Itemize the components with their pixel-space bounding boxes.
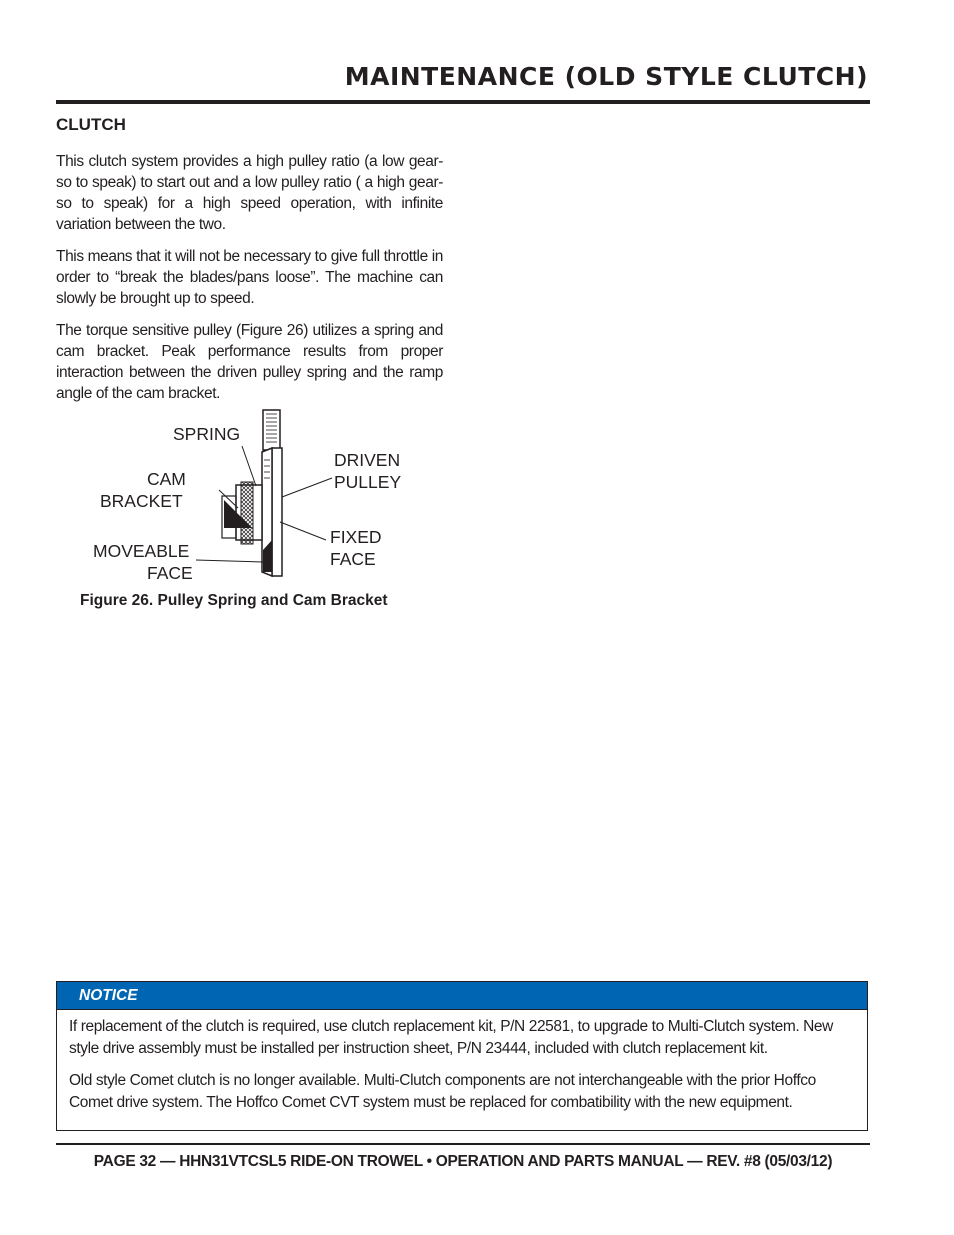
label-driven: DRIVEN xyxy=(334,450,401,470)
page-title: MAINTENANCE (OLD STYLE CLUTCH) xyxy=(344,62,868,91)
body-paragraph-2: This means that it will not be necessary to give full throttle in order to “break the blades/pans loose”. The machine can slowly be brought up to speed. xyxy=(56,248,443,307)
body-paragraph-3: The torque sensitive pulley (Figure 26) utilizes a spring and cam bracket. Peak performance results from proper interaction between the driven pulley spring and the ramp angle of the cam bracket. xyxy=(56,322,443,402)
label-spring: SPRING xyxy=(173,424,241,444)
notice-paragraph-2: Old style Comet clutch is no longer available. Multi-Clutch components are not interchangeable with the prior Hoffco Comet drive system. The Hoffco Comet CVT system must be replaced for combatibility with the new equipment. xyxy=(69,1072,816,1111)
notice-box xyxy=(56,981,868,1131)
page-footer: PAGE 32 — HHN31VTCSL5 RIDE-ON TROWEL • OPERATION AND PARTS MANUAL — REV. #8 (05/03/12) xyxy=(93,1153,833,1170)
figure-caption: Figure 26. Pulley Spring and Cam Bracket xyxy=(80,592,388,609)
notice-header xyxy=(57,982,867,1010)
pulley-figure xyxy=(56,400,456,590)
label-bracket: BRACKET xyxy=(100,491,183,511)
header-divider xyxy=(56,100,870,104)
label-fixed: FIXED xyxy=(330,527,382,547)
section-heading: CLUTCH xyxy=(56,115,126,134)
label-moveable: MOVEABLE xyxy=(93,541,190,561)
body-paragraph-1: This clutch system provides a high pulley ratio (a low gear- so to speak) to start out and a low pulley ratio ( a high gear- so to speak) for a high speed operation, with infinite variation between the two. xyxy=(56,153,443,233)
label-pulley: PULLEY xyxy=(334,472,402,492)
notice-title: NOTICE xyxy=(79,987,138,1004)
label-cam: CAM xyxy=(147,469,186,489)
label-moveable-face: FACE xyxy=(147,563,193,583)
label-fixed-face: FACE xyxy=(330,549,376,569)
notice-paragraph-1: If replacement of the clutch is required, use clutch replacement kit, P/N 22581, to upgrade to Multi-Clutch system. New style drive assembly must be installed per instruction sheet, P/N 23444, included with clutch replacement kit. xyxy=(69,1018,833,1057)
footer-divider xyxy=(56,1143,870,1145)
